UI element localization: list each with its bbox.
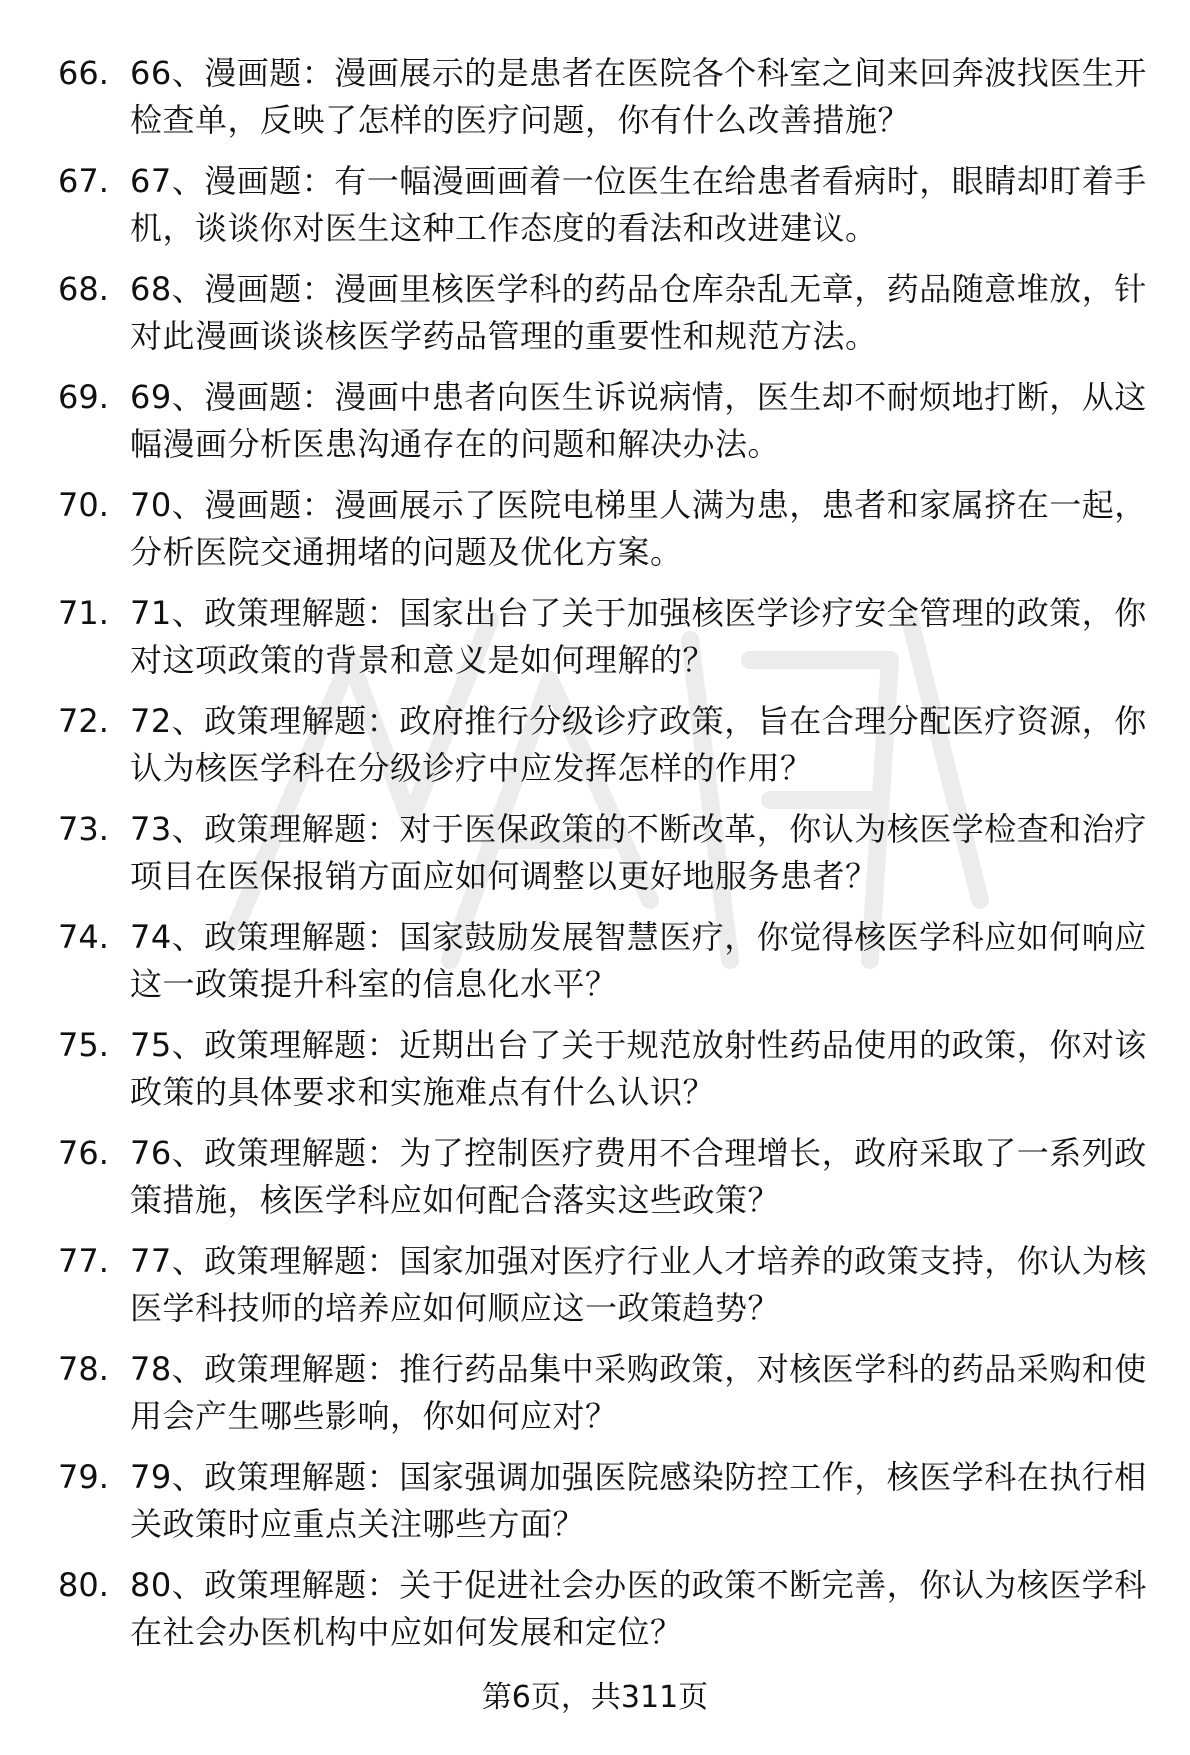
question-text: 70、漫画题：漫画展示了医院电梯里人满为患，患者和家属挤在一起，分析医院交通拥堵的问题及优化方案。 (130, 486, 1147, 571)
question-number: 69. (58, 378, 109, 416)
question-text: 67、漫画题：有一幅漫画画着一位医生在给患者看病时，眼睛却盯着手机，谈谈你对医生这种工作态度的看法和改进建议。 (130, 162, 1147, 247)
question-text: 76、政策理解题：为了控制医疗费用不合理增长，政府采取了一系列政策措施，核医学科应如何配合落实这些政策？ (130, 1134, 1147, 1219)
page-number-label: 第6页，共311页 (481, 1680, 709, 1715)
question-item (58, 266, 1148, 374)
question-number: 79. (58, 1458, 109, 1496)
question-item (58, 1454, 1148, 1562)
question-item (58, 1130, 1148, 1238)
question-item (58, 1238, 1148, 1346)
question-item (58, 1022, 1148, 1130)
question-item (58, 482, 1148, 590)
question-item (58, 50, 1148, 158)
question-number: 70. (58, 486, 109, 524)
question-number: 77. (58, 1242, 109, 1280)
question-item (58, 698, 1148, 806)
question-number: 75. (58, 1026, 109, 1064)
question-number: 72. (58, 702, 109, 740)
question-text: 71、政策理解题：国家出台了关于加强核医学诊疗安全管理的政策，你对这项政策的背景和意义是如何理解的？ (130, 594, 1147, 679)
question-text: 73、政策理解题：对于医保政策的不断改革，你认为核医学检查和治疗项目在医保报销方面应如何调整以更好地服务患者？ (130, 810, 1147, 895)
question-number: 67. (58, 162, 109, 200)
question-text: 75、政策理解题：近期出台了关于规范放射性药品使用的政策，你对该政策的具体要求和实施难点有什么认识？ (130, 1026, 1147, 1111)
question-item (58, 1562, 1148, 1670)
question-text: 68、漫画题：漫画里核医学科的药品仓库杂乱无章，药品随意堆放，针对此漫画谈谈核医学药品管理的重要性和规范方法。 (130, 270, 1147, 355)
question-item (58, 1346, 1148, 1454)
question-text: 74、政策理解题：国家鼓励发展智慧医疗，你觉得核医学科应如何响应这一政策提升科室的信息化水平？ (130, 918, 1147, 1003)
question-number: 74. (58, 918, 109, 956)
question-number: 68. (58, 270, 109, 308)
question-text: 69、漫画题：漫画中患者向医生诉说病情，医生却不耐烦地打断，从这幅漫画分析医患沟通存在的问题和解决办法。 (130, 378, 1147, 463)
question-text: 77、政策理解题：国家加强对医疗行业人才培养的政策支持，你认为核医学科技师的培养应如何顺应这一政策趋势？ (130, 1242, 1147, 1327)
question-text: 79、政策理解题：国家强调加强医院感染防控工作，核医学科在执行相关政策时应重点关注哪些方面？ (130, 1458, 1147, 1543)
question-text: 66、漫画题：漫画展示的是患者在医院各个科室之间来回奔波找医生开检查单，反映了怎样的医疗问题，你有什么改善措施？ (130, 54, 1147, 139)
question-number: 76. (58, 1134, 109, 1172)
question-number: 71. (58, 594, 109, 632)
question-item (58, 590, 1148, 698)
question-item (58, 914, 1148, 1022)
question-item (58, 806, 1148, 914)
question-number: 73. (58, 810, 109, 848)
question-number: 78. (58, 1350, 109, 1388)
question-item (58, 158, 1148, 266)
question-item (58, 374, 1148, 482)
question-text: 78、政策理解题：推行药品集中采购政策，对核医学科的药品采购和使用会产生哪些影响，你如何应对？ (130, 1350, 1147, 1435)
question-list (58, 50, 1148, 1670)
page-footer (0, 1678, 1190, 1718)
question-number: 80. (58, 1566, 109, 1604)
question-number: 66. (58, 54, 109, 92)
question-text: 72、政策理解题：政府推行分级诊疗政策，旨在合理分配医疗资源，你认为核医学科在分级诊疗中应发挥怎样的作用？ (130, 702, 1147, 787)
question-text: 80、政策理解题：关于促进社会办医的政策不断完善，你认为核医学科在社会办医机构中应如何发展和定位？ (130, 1566, 1147, 1651)
